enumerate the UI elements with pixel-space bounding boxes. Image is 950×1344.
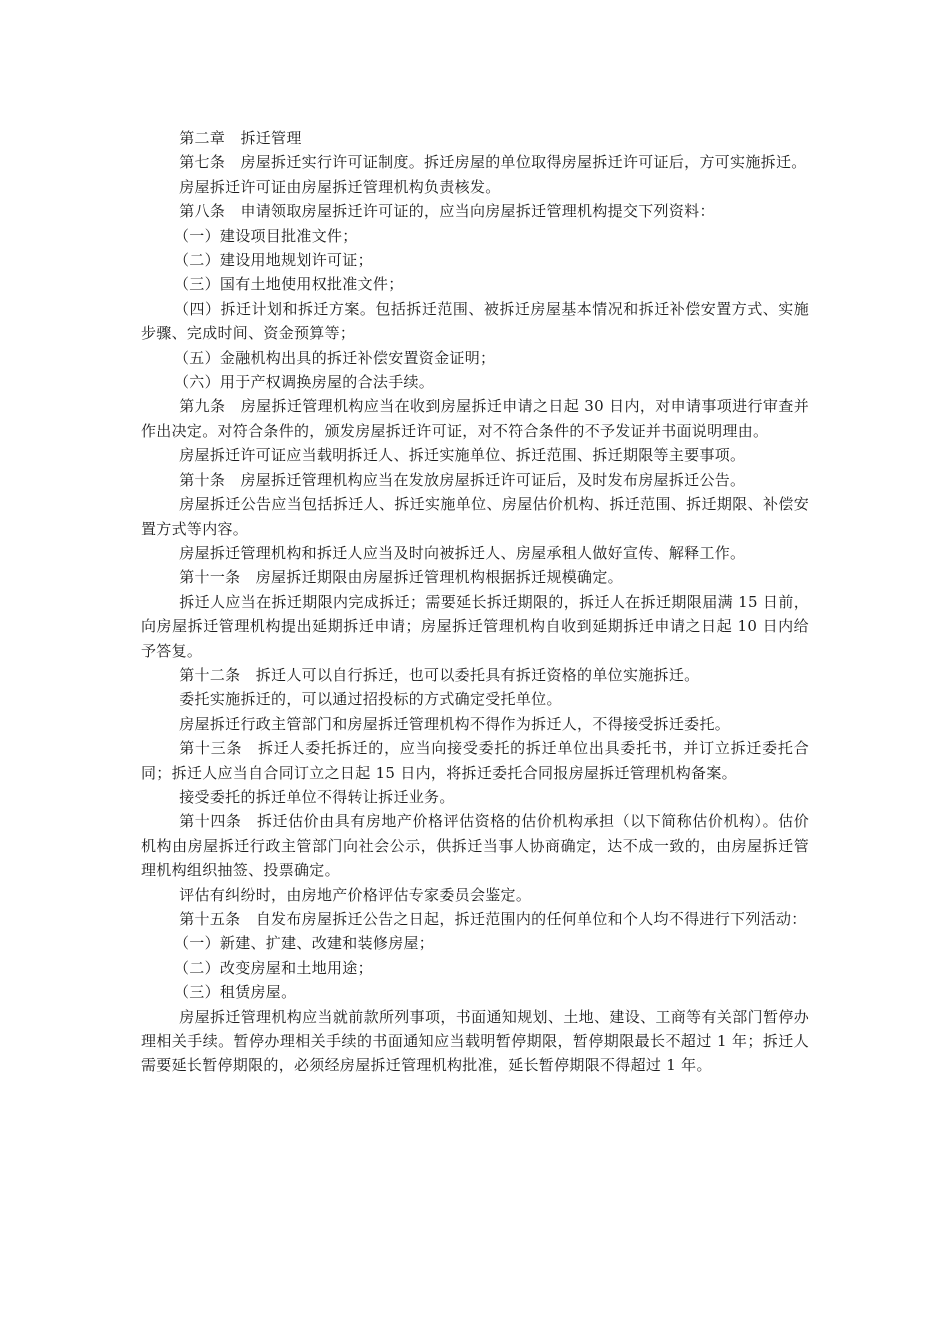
article-14: 第十四条 拆迁估价由具有房地产价格评估资格的估价机构承担（以下简称估价机构）。估价机构由房屋拆迁行政主管部门向社会公示，供拆迁当事人协商确定，达不成一致的，由房屋拆迁管理机构组织抽签、投票确定。	[141, 812, 809, 880]
paragraph: 接受委托的拆迁单位不得转让拆迁业务。	[179, 787, 455, 806]
paragraph: 评估有纠纷时，由房地产价格评估专家委员会鉴定。	[179, 885, 532, 904]
paragraph: 拆迁人应当在拆迁期限内完成拆迁；需要延长拆迁期限的，拆迁人在拆迁期限届满 15 日前，向房屋拆迁管理机构提出延期拆迁申请；房屋拆迁管理机构自收到延期拆迁申请之日起 10 日内给予答复。	[141, 592, 809, 660]
list-item: （六）用于产权调换房屋的合法手续。	[174, 373, 435, 392]
article-7: 第七条 房屋拆迁实行许可证制度。拆迁房屋的单位取得房屋拆迁许可证后，方可实施拆迁。	[179, 153, 807, 172]
article-10: 第十条 房屋拆迁管理机构应当在发放房屋拆迁许可证后，及时发布房屋拆迁公告。	[179, 470, 746, 489]
list-item: （二）建设用地规划许可证；	[174, 251, 373, 270]
chapter-heading: 第二章 拆迁管理	[179, 129, 302, 147]
list-item: （一）新建、扩建、改建和装修房屋；	[174, 934, 435, 953]
article-9: 第九条 房屋拆迁管理机构应当在收到房屋拆迁申请之日起 30 日内，对申请事项进行审查并作出决定。对符合条件的，颁发房屋拆迁许可证，对不符合条件的不予发证并书面说明理由。	[141, 397, 809, 440]
article-8: 第八条 申请领取房屋拆迁许可证的，应当向房屋拆迁管理机构提交下列资料：	[179, 202, 715, 221]
list-item: （五）金融机构出具的拆迁补偿安置资金证明；	[174, 348, 496, 367]
article-13: 第十三条 拆迁人委托拆迁的，应当向接受委托的拆迁单位出具委托书，并订立拆迁委托合同；拆迁人应当自合同订立之日起 15 日内，将拆迁委托合同报房屋拆迁管理机构备案。	[141, 739, 809, 782]
article-12: 第十二条 拆迁人可以自行拆迁，也可以委托具有拆迁资格的单位实施拆迁。	[179, 665, 700, 684]
list-item: （一）建设项目批准文件；	[174, 226, 358, 245]
list-item: （四）拆迁计划和拆迁方案。包括拆迁范围、被拆迁房屋基本情况和拆迁补偿安置方式、实施步骤、完成时间、资金预算等；	[141, 299, 809, 343]
article-11: 第十一条 房屋拆迁期限由房屋拆迁管理机构根据拆迁规模确定。	[179, 568, 623, 587]
paragraph: 房屋拆迁管理机构和拆迁人应当及时向被拆迁人、房屋承租人做好宣传、解释工作。	[179, 543, 746, 562]
list-item: （三）租赁房屋。	[174, 983, 297, 1002]
paragraph: 房屋拆迁管理机构应当就前款所列事项，书面通知规划、土地、建设、工商等有关部门暂停办理相关手续。暂停办理相关手续的书面通知应当载明暂停期限，暂停期限最长不超过 1 年；拆迁人需要延长暂停期限的，必须经房屋拆迁管理机构批准，延长暂停期限不得超过 1 年。	[141, 1007, 809, 1075]
document-body	[141, 126, 809, 1078]
paragraph: 委托实施拆迁的，可以通过招投标的方式确定受托单位。	[179, 690, 562, 709]
paragraph: 房屋拆迁公告应当包括拆迁人、拆迁实施单位、房屋估价机构、拆迁范围、拆迁期限、补偿安置方式等内容。	[141, 495, 809, 538]
list-item: （三）国有土地使用权批准文件；	[174, 275, 404, 294]
paragraph: 房屋拆迁许可证由房屋拆迁管理机构负责核发。	[179, 177, 501, 196]
paragraph: 房屋拆迁许可证应当载明拆迁人、拆迁实施单位、拆迁范围、拆迁期限等主要事项。	[179, 446, 746, 465]
article-15: 第十五条 自发布房屋拆迁公告之日起，拆迁范围内的任何单位和个人均不得进行下列活动：	[179, 910, 807, 928]
paragraph: 房屋拆迁行政主管部门和房屋拆迁管理机构不得作为拆迁人，不得接受拆迁委托。	[179, 714, 731, 733]
list-item: （二）改变房屋和土地用途；	[174, 958, 373, 977]
